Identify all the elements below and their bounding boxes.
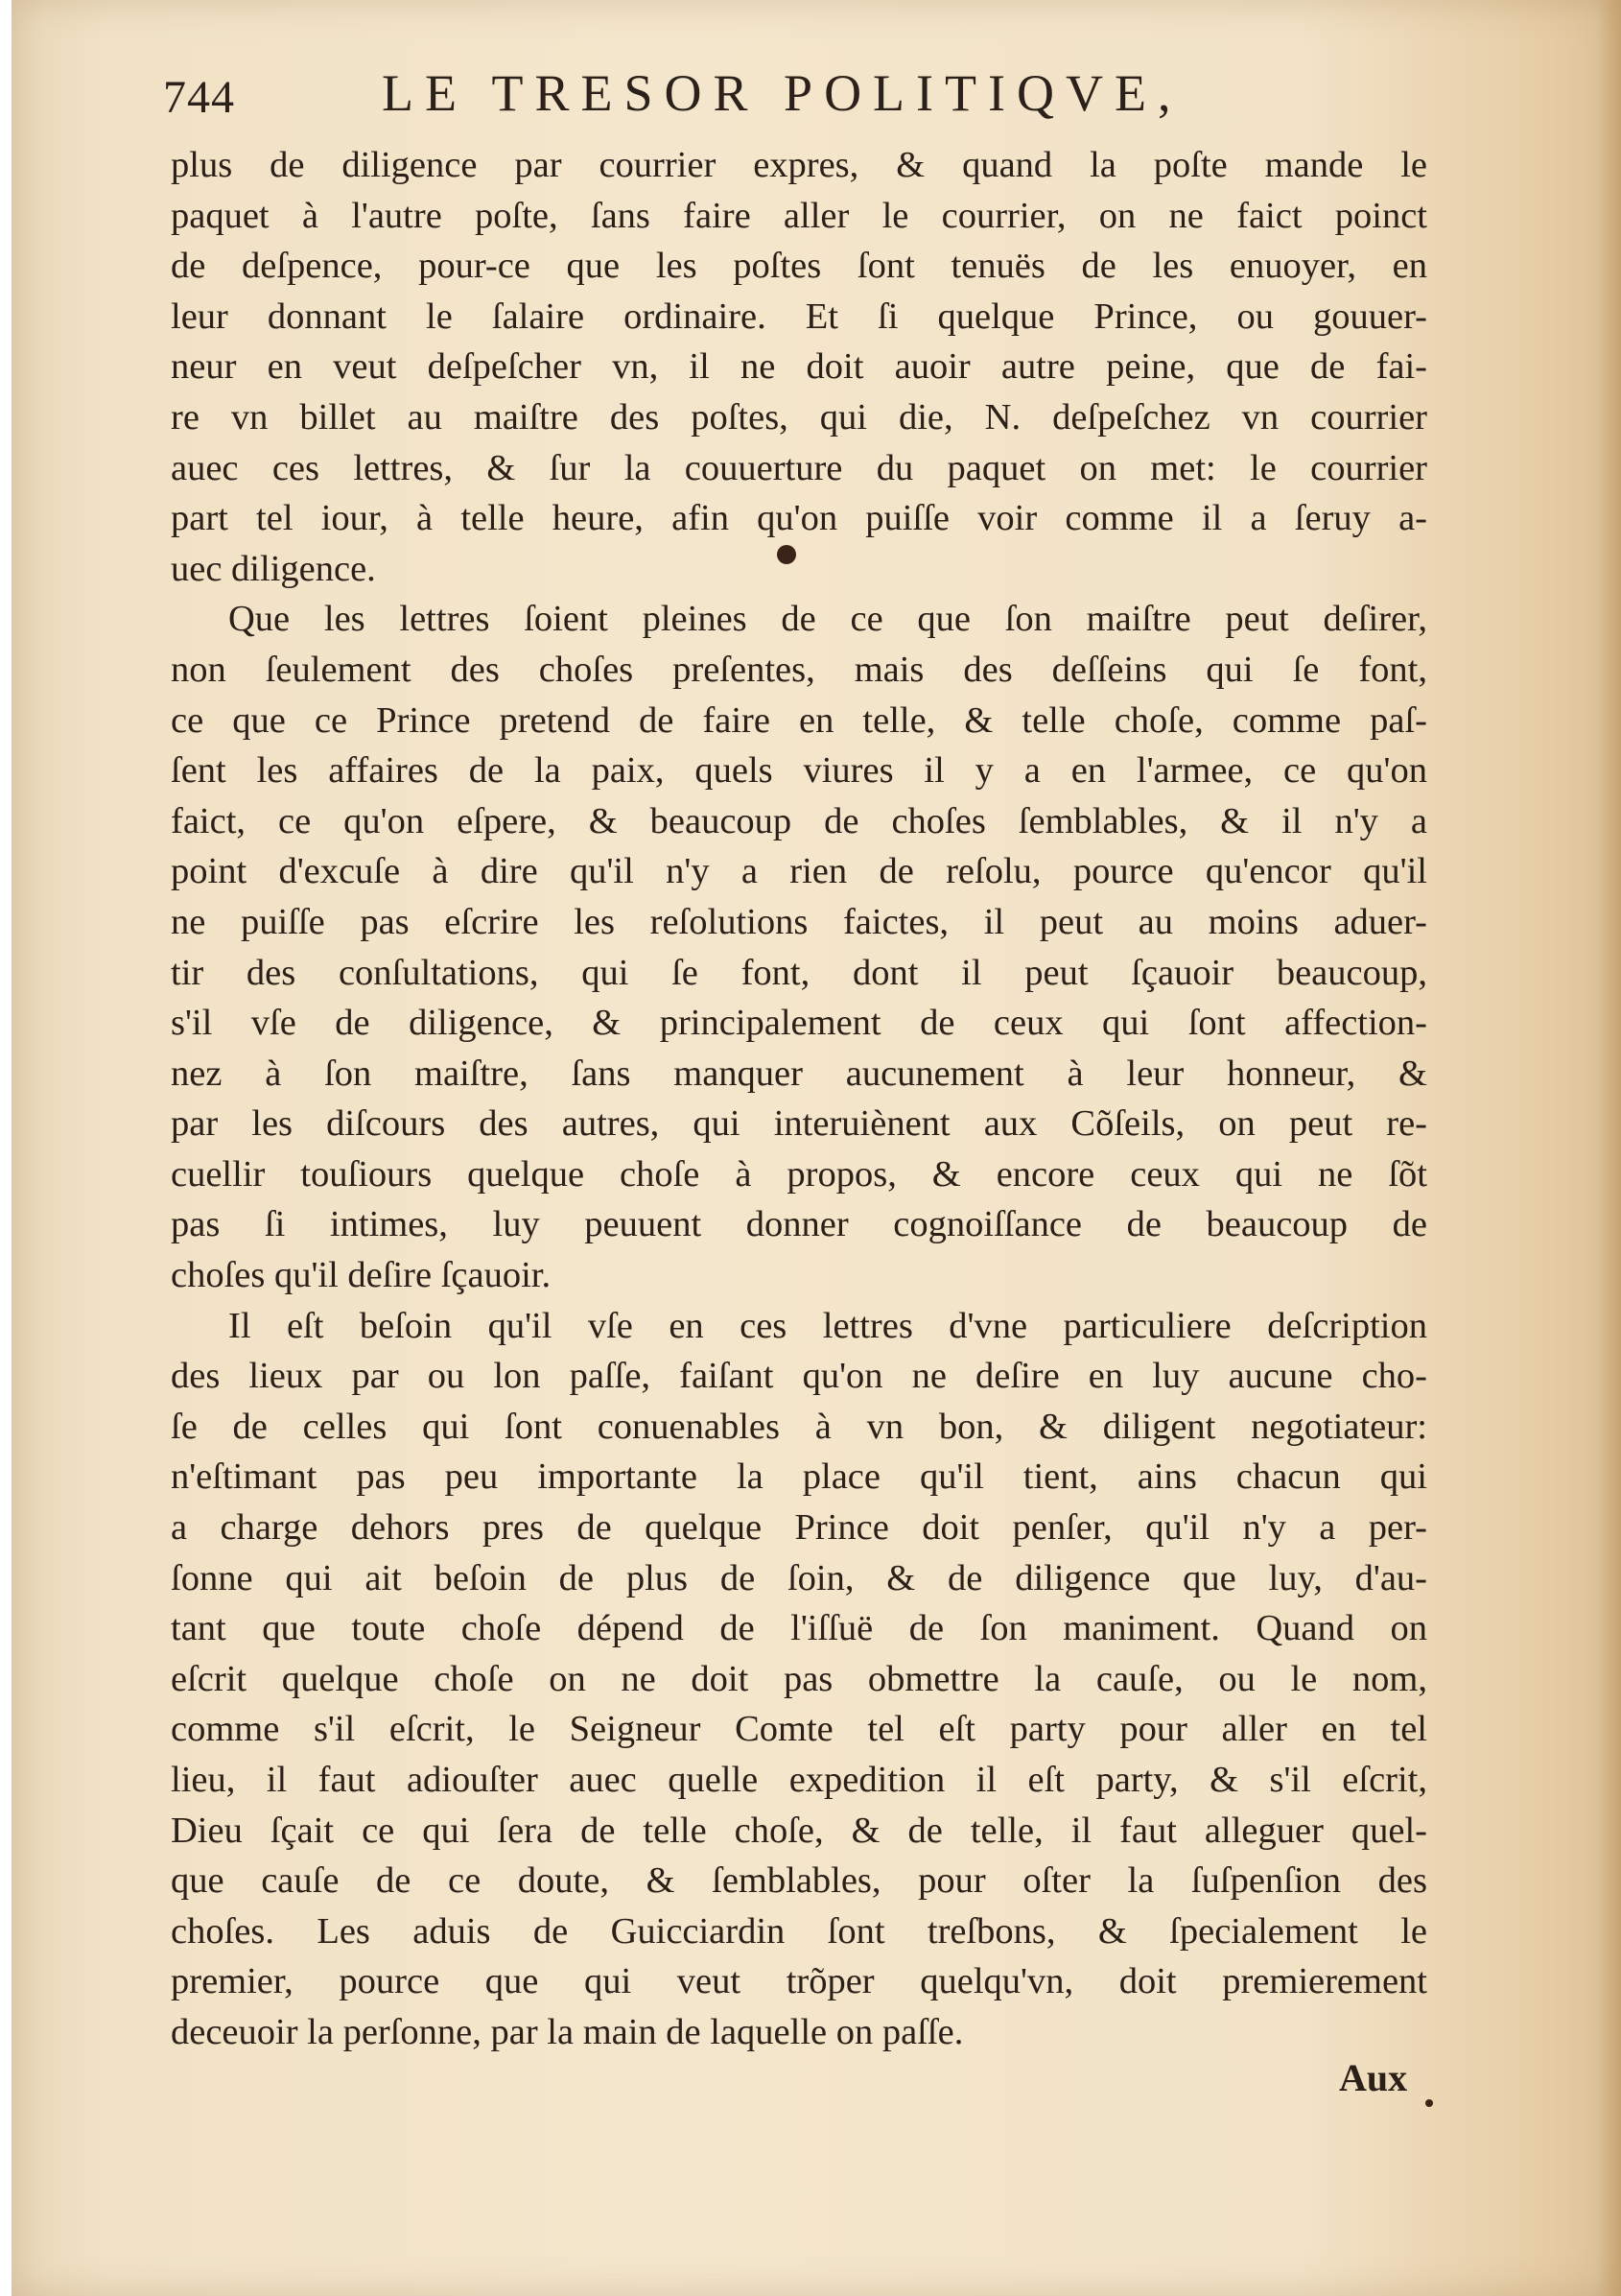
text-line: ſonne qui ait beſoin de plus de ſoin, & de diligence que luy, d'au-: [171, 1557, 1427, 1598]
text-line: neur en veut deſpeſcher vn, il ne doit auoir autre peine, que de fai-: [171, 346, 1427, 388]
text-line: choſes qu'il deſire ſçauoir.: [171, 1255, 552, 1296]
text-line: re vn billet au maiſtre des poſtes, qui die, N. deſpeſchez vn courrier: [171, 396, 1427, 438]
text-line: des lieux par ou lon paſſe, faiſant qu'on ne deſire en luy aucune cho-: [171, 1356, 1427, 1397]
book-title: LE TRESOR POLITIQVE,: [382, 64, 1183, 122]
text-line: nez à ſon maiſtre, ſans manquer aucunement à leur honneur, &: [171, 1053, 1427, 1094]
running-head: [163, 63, 1439, 130]
text-line: deceuoir la perſonne, par la main de laquelle on paſſe.: [171, 2011, 964, 2052]
text-line: a charge dehors pres de quelque Prince doit penſer, qu'il n'y a per-: [171, 1507, 1427, 1549]
text-line: lieu, il faut adiouſter auec quelle expedition il eſt party, & s'il eſcrit,: [171, 1760, 1427, 1800]
text-line: Dieu ſçait ce qui ſera de telle choſe, & de telle, il faut alleguer quel-: [171, 1810, 1427, 1851]
catchword: Aux: [1339, 2056, 1408, 2099]
text-line: non ſeulement des choſes preſentes, mais des deſſeins qui ſe font,: [171, 649, 1427, 690]
paragraph-1: [171, 140, 1427, 594]
text-line: Que les lettres ſoient pleines de ce que ſon maiſtre peut deſirer,: [228, 599, 1427, 640]
text-line: que cauſe de ce doute, & ſemblables, pour oſter la ſuſpenſion des: [171, 1860, 1427, 1902]
text-line: n'eſtimant pas peu importante la place qu'il tient, ains chacun qui: [171, 1456, 1427, 1498]
body-text: [171, 140, 1427, 2058]
text-line: pas ſi intimes, luy peuuent donner cognoiſſance de beaucoup de: [171, 1204, 1427, 1245]
text-line: ſe de celles qui ſont conuenables à vn bon, & diligent negotiateur:: [171, 1406, 1427, 1447]
ink-speck: [1425, 2099, 1433, 2107]
text-line: tant que toute choſe dépend de l'iſſuë de ſon maniment. Quand on: [171, 1608, 1427, 1649]
ink-blot: [777, 545, 796, 564]
text-line: premier, pource que qui veut trõper quelqu'vn, doit premierement: [171, 1961, 1427, 2002]
text-line: de deſpence, pour-ce que les poſtes ſont tenuës de les enuoyer, en: [171, 246, 1427, 287]
text-line: ne puiſſe pas eſcrire les reſolutions faictes, il peut au moins aduer-: [171, 901, 1427, 942]
text-line: faict, ce qu'on eſpere, & beaucoup de choſes ſemblables, & il n'y a: [171, 800, 1427, 841]
text-line: choſes. Les aduis de Guicciardin ſont treſbons, & ſpecialement le: [171, 1910, 1427, 1952]
text-line: ce que ce Prince pretend de faire en telle, & telle choſe, comme paſ-: [171, 699, 1427, 741]
text-line: auec ces lettres, & ſur la couuerture du paquet on met: le courrier: [171, 447, 1427, 488]
text-line: tir des conſultations, qui ſe font, dont il peut ſçauoir beaucoup,: [171, 952, 1427, 993]
text-line: comme s'il eſcrit, le Seigneur Comte tel eſt party pour aller en tel: [171, 1709, 1427, 1750]
text-line: par les diſcours des autres, qui interuiènent aux Cõſeils, on peut re-: [171, 1103, 1427, 1145]
text-line: part tel iour, à telle heure, afin qu'on puiſſe voir comme il a ſeruy a-: [171, 498, 1427, 539]
paragraph-3: [171, 1301, 1427, 2058]
paragraph-2: [171, 594, 1427, 1300]
book-page: [12, 0, 1621, 2296]
text-line: Il eſt beſoin qu'il vſe en ces lettres d'vne particuliere deſcription: [228, 1305, 1427, 1346]
text-line: eſcrit quelque choſe on ne doit pas obmettre la cauſe, ou le nom,: [171, 1658, 1427, 1699]
text-line: cuellir touſiours quelque choſe à propos, & encore ceux qui ne ſõt: [171, 1153, 1427, 1195]
text-line: ſent les affaires de la paix, quels viures il y a en l'armee, ce qu'on: [171, 750, 1427, 792]
text-line: s'il vſe de diligence, & principalement de ceux qui ſont affection-: [171, 1003, 1427, 1044]
page-number: 744: [163, 72, 235, 123]
text-line: leur donnant le ſalaire ordinaire. Et ſi quelque Prince, ou gouuer-: [171, 296, 1427, 337]
text-line: plus de diligence par courrier expres, & quand la poſte mande le: [171, 145, 1427, 185]
text-line: point d'excuſe à dire qu'il n'y a rien de reſolu, pource qu'encor qu'il: [171, 851, 1427, 892]
text-line: paquet à l'autre poſte, ſans faire aller le courrier, on ne faict poinct: [171, 195, 1427, 236]
text-line: uec diligence.: [171, 548, 376, 589]
